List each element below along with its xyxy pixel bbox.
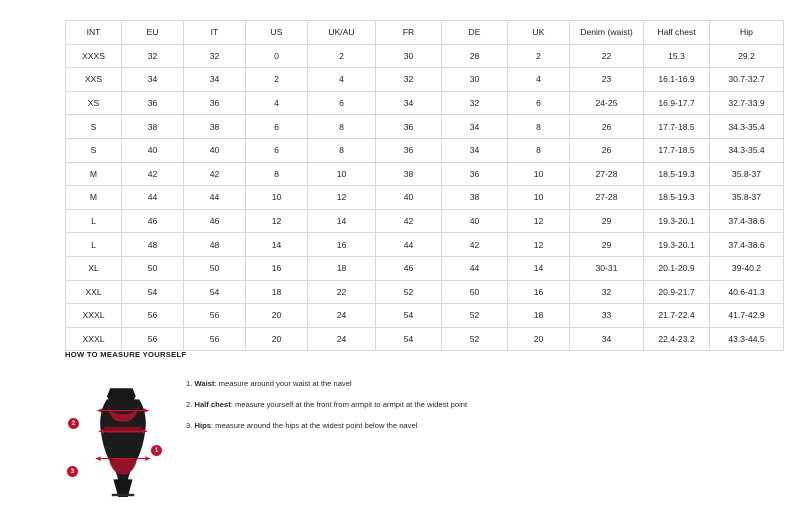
column-header: UK/AU [308,21,376,45]
table-cell: 24-25 [570,91,644,115]
table-cell: 46 [122,209,184,233]
table-cell: 30 [376,44,442,68]
table-cell: 8 [308,115,376,139]
table-cell: 42 [184,162,246,186]
table-cell: 46 [376,256,442,280]
table-cell: 8 [246,162,308,186]
table-cell: 12 [246,209,308,233]
table-cell: 30 [442,68,508,92]
table-cell: 23 [570,68,644,92]
table-cell: 40 [376,186,442,210]
mannequin-illustration [83,371,163,511]
table-cell: 54 [376,304,442,328]
table-cell: 40 [122,138,184,162]
table-cell: 46 [184,209,246,233]
table-cell: 14 [246,233,308,257]
measure-badge-3: 3 [67,466,78,477]
measure-badge-1: 1 [151,445,162,456]
table-cell: 34 [442,138,508,162]
measure-step [186,421,467,430]
table-cell: M [66,162,122,186]
table-cell: 33 [570,304,644,328]
table-cell: 20 [246,304,308,328]
table-row [66,162,784,186]
table-cell: 27-28 [570,162,644,186]
size-chart-table [65,20,784,351]
table-row [66,233,784,257]
table-cell: 20.9-21.7 [644,280,710,304]
table-cell: XL [66,256,122,280]
table-cell: 44 [184,186,246,210]
table-cell: 34 [376,91,442,115]
mannequin-figure-column [65,371,180,511]
table-cell: 34 [122,68,184,92]
table-cell: 26 [570,138,644,162]
table-row [66,327,784,351]
table-row [66,91,784,115]
table-cell: 4 [308,68,376,92]
table-cell: 54 [122,280,184,304]
table-cell: 28 [442,44,508,68]
table-cell: 4 [508,68,570,92]
measure-steps-list [180,371,467,442]
table-cell: 50 [122,256,184,280]
table-cell: 16 [508,280,570,304]
table-cell: S [66,138,122,162]
table-cell: 34.3-35.4 [710,115,784,139]
table-cell: 18 [308,256,376,280]
table-cell: 19.3-20.1 [644,209,710,233]
table-cell: 12 [308,186,376,210]
column-header: IT [184,21,246,45]
table-cell: 50 [442,280,508,304]
column-header: UK [508,21,570,45]
table-cell: 29 [570,233,644,257]
table-cell: 21.7-22.4 [644,304,710,328]
table-cell: 32 [184,44,246,68]
column-header: Denim (waist) [570,21,644,45]
table-cell: 52 [442,327,508,351]
table-cell: 32 [570,280,644,304]
table-cell: 18.5-19.3 [644,162,710,186]
table-cell: 16 [308,233,376,257]
table-cell: 2 [308,44,376,68]
step-text: : measure around your waist at the navel [214,379,352,388]
table-cell: 54 [376,327,442,351]
step-term: Hips [194,421,211,431]
table-cell: 42 [442,233,508,257]
step-term: Half chest [194,400,231,410]
measure-step [186,400,467,409]
table-cell: 12 [508,233,570,257]
table-cell: 18 [246,280,308,304]
table-cell: 52 [376,280,442,304]
column-header: EU [122,21,184,45]
table-cell: 8 [308,138,376,162]
table-cell: 2 [508,44,570,68]
table-cell: 36 [376,138,442,162]
table-cell: 35.8-37 [710,186,784,210]
table-cell: L [66,233,122,257]
step-text: : measure around the hips at the widest point below the navel [210,421,418,431]
table-cell: 56 [184,327,246,351]
table-cell: 24 [308,327,376,351]
table-cell: 34 [184,68,246,92]
table-cell: 10 [508,162,570,186]
table-cell: 32.7-33.9 [710,91,784,115]
table-cell: 43.3-44.5 [710,327,784,351]
table-cell: 38 [442,186,508,210]
table-cell: 20 [508,327,570,351]
table-cell: 22 [570,44,644,68]
step-number: 2. [186,400,193,410]
table-cell: 30.7-32.7 [710,68,784,92]
table-row [66,115,784,139]
table-cell: 19.3-20.1 [644,233,710,257]
table-cell: 20.1-20.9 [644,256,710,280]
table-cell: XS [66,91,122,115]
table-cell: 50 [184,256,246,280]
table-cell: L [66,209,122,233]
table-cell: 29 [570,209,644,233]
table-cell: 8 [508,138,570,162]
table-cell: 17.7-18.5 [644,115,710,139]
table-header-row [66,21,784,45]
table-cell: 15.3 [644,44,710,68]
step-term: Waist [194,379,215,388]
table-cell: S [66,115,122,139]
table-cell: 16.9-17.7 [644,91,710,115]
step-number: 1. [186,379,193,388]
table-cell: 56 [122,327,184,351]
table-row [66,209,784,233]
table-cell: 40 [442,209,508,233]
table-cell: 35.8-37 [710,162,784,186]
how-to-measure-body [65,371,745,511]
table-cell: 38 [376,162,442,186]
table-cell: 48 [122,233,184,257]
measure-step [186,379,467,388]
table-cell: 32 [376,68,442,92]
table-row [66,68,784,92]
table-cell: XXXL [66,304,122,328]
table-cell: 36 [122,91,184,115]
column-header: INT [66,21,122,45]
table-cell: 2 [246,68,308,92]
table-cell: 16 [246,256,308,280]
table-cell: 56 [184,304,246,328]
size-chart-table-wrap [65,20,765,351]
table-cell: 44 [376,233,442,257]
table-cell: 37.4-38.6 [710,233,784,257]
table-cell: 14 [508,256,570,280]
measure-badge-2: 2 [68,418,79,429]
table-cell: 42 [122,162,184,186]
table-cell: 14 [308,209,376,233]
table-cell: 6 [508,91,570,115]
table-cell: XXL [66,280,122,304]
table-row [66,186,784,210]
table-cell: 20 [246,327,308,351]
how-to-measure-title: HOW TO MEASURE YOURSELF [65,350,187,359]
table-cell: 40.6-41.3 [710,280,784,304]
table-cell: 10 [508,186,570,210]
table-cell: 34 [570,327,644,351]
table-cell: 27-28 [570,186,644,210]
table-cell: 26 [570,115,644,139]
table-cell: XXXL [66,327,122,351]
table-cell: 10 [246,186,308,210]
table-cell: 34 [442,115,508,139]
table-cell: XXS [66,68,122,92]
table-cell: 22 [308,280,376,304]
step-number: 3. [186,421,193,431]
table-row [66,256,784,280]
table-cell: 54 [184,280,246,304]
table-cell: 6 [246,115,308,139]
table-row [66,280,784,304]
table-cell: 18.5-19.3 [644,186,710,210]
table-cell: 10 [308,162,376,186]
table-cell: 48 [184,233,246,257]
how-to-measure-section [65,350,745,511]
table-cell: 18 [508,304,570,328]
column-header: Hip [710,21,784,45]
table-cell: 17.7-18.5 [644,138,710,162]
table-cell: 6 [308,91,376,115]
table-cell: 36 [442,162,508,186]
table-cell: XXXS [66,44,122,68]
table-row [66,138,784,162]
column-header: US [246,21,308,45]
step-text: : measure yourself at the front from armpit to armpit at the widest point [230,400,468,410]
column-header: FR [376,21,442,45]
table-row [66,304,784,328]
table-cell: M [66,186,122,210]
table-cell: 44 [122,186,184,210]
table-cell: 22.4-23.2 [644,327,710,351]
table-cell: 38 [184,115,246,139]
table-cell: 40 [184,138,246,162]
table-cell: 56 [122,304,184,328]
table-cell: 38 [122,115,184,139]
table-cell: 36 [184,91,246,115]
table-cell: 4 [246,91,308,115]
table-cell: 12 [508,209,570,233]
table-cell: 0 [246,44,308,68]
table-cell: 34.3-35.4 [710,138,784,162]
table-cell: 8 [508,115,570,139]
table-cell: 39-40.2 [710,256,784,280]
table-cell: 36 [376,115,442,139]
table-cell: 6 [246,138,308,162]
table-cell: 32 [442,91,508,115]
table-cell: 41.7-42.9 [710,304,784,328]
table-cell: 30-31 [570,256,644,280]
table-row [66,44,784,68]
table-cell: 32 [122,44,184,68]
table-cell: 52 [442,304,508,328]
table-cell: 16.1-16.9 [644,68,710,92]
table-cell: 37.4-38.6 [710,209,784,233]
column-header: DE [442,21,508,45]
table-cell: 44 [442,256,508,280]
table-cell: 24 [308,304,376,328]
table-cell: 29.2 [710,44,784,68]
table-cell: 42 [376,209,442,233]
column-header: Half chest [644,21,710,45]
